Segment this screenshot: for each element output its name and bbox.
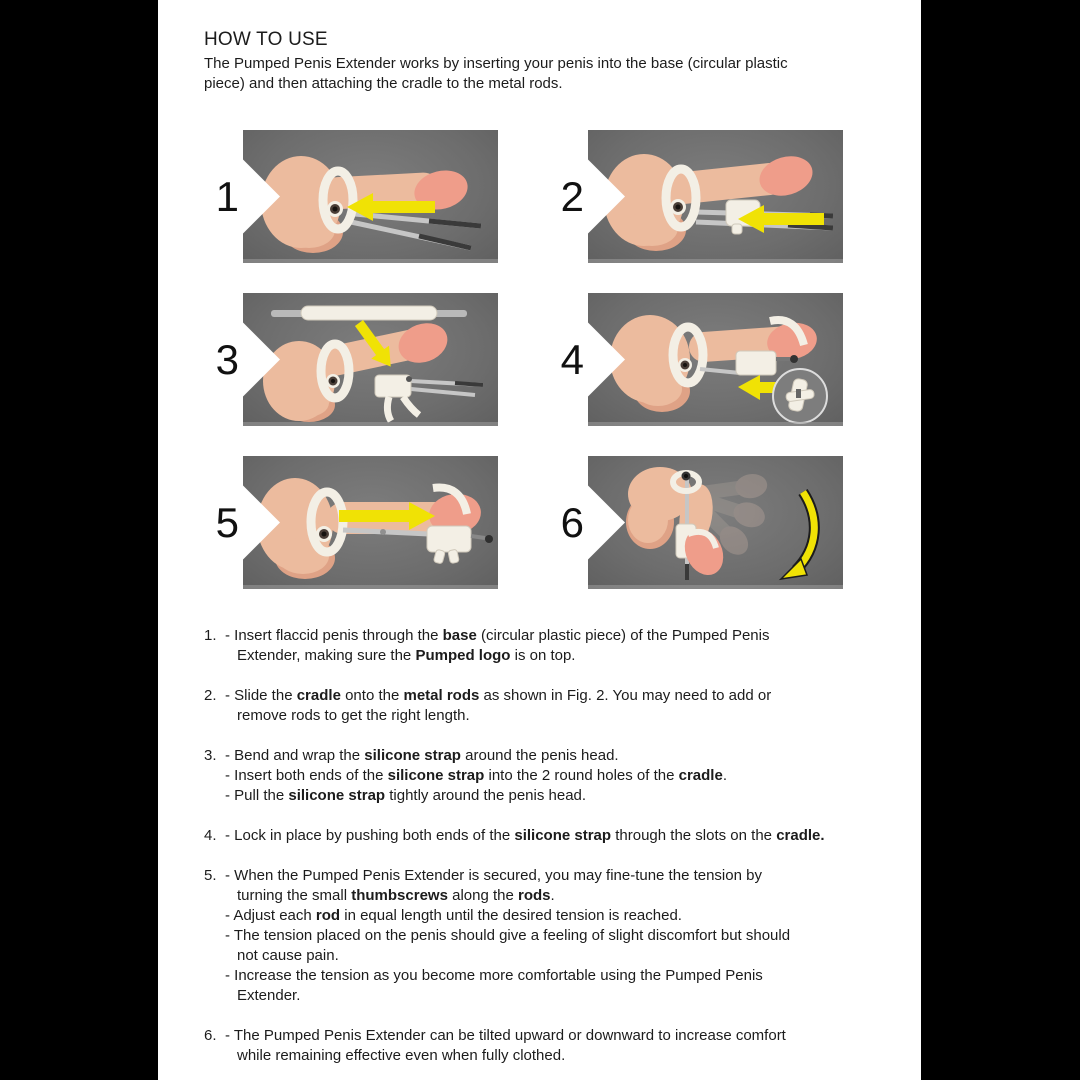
figure-3-illustration — [243, 293, 498, 426]
instruction-number: 4. — [204, 827, 217, 844]
page-title: HOW TO USE — [204, 29, 328, 50]
figure-3-number: 3 — [215, 335, 239, 383]
instruction-item — [204, 826, 904, 846]
instruction-line: Extender, making sure the Pumped logo is on top. — [237, 647, 576, 664]
instruction-line: - Adjust each rod in equal length until the desired tension is reached. — [225, 907, 682, 924]
instruction-item — [204, 686, 904, 726]
figure-5-photo — [243, 456, 498, 589]
instruction-item — [204, 1026, 904, 1066]
header — [204, 28, 904, 94]
instruction-number: 5. — [204, 867, 217, 884]
figure-2-photo — [588, 130, 843, 263]
metal-rod — [700, 369, 740, 373]
instruction-line: - Increase the tension as you become more comfortable using the Pumped Penis — [225, 967, 763, 984]
instruction-line: - The tension placed on the penis should give a feeling of slight discomfort but should — [225, 927, 791, 944]
instruction-line: - Bend and wrap the silicone strap around the penis head. — [225, 747, 619, 764]
instruction-line: - Insert both ends of the silicone strap into the 2 round holes of the cradle. — [225, 767, 727, 784]
instruction-number: 3. — [204, 747, 217, 764]
figure-4-illustration — [588, 293, 843, 426]
figure-4 — [560, 293, 843, 426]
instruction-line: Extender. — [237, 987, 301, 1004]
figure-4-number: 4 — [560, 335, 584, 383]
instruction-item — [204, 866, 904, 1006]
instruction-line: - Lock in place by pushing both ends of the silicone strap through the slots on the cradle. — [225, 827, 825, 844]
figure-1-photo — [243, 130, 498, 263]
figure-1-number: 1 — [215, 172, 239, 220]
figure-6 — [560, 456, 843, 589]
figure-2-number: 2 — [560, 172, 584, 220]
figure-2-illustration — [588, 130, 843, 263]
instruction-line: remove rods to get the right length. — [237, 707, 470, 724]
figure-5-illustration — [243, 456, 498, 589]
figure-1-illustration — [243, 130, 498, 263]
figure-5 — [215, 456, 498, 589]
instruction-item — [204, 746, 904, 806]
instruction-line: not cause pain. — [237, 947, 339, 964]
silicone-strap — [271, 306, 467, 320]
instruction-item — [204, 626, 904, 666]
instruction-line: - When the Pumped Penis Extender is secured, you may fine-tune the tension by — [225, 867, 762, 884]
figure-1 — [215, 130, 498, 263]
figure-4-photo — [588, 293, 843, 426]
inset-magnifier — [773, 369, 827, 423]
instruction-line: - Insert flaccid penis through the base (circular plastic piece) of the Pumped Penis — [225, 627, 770, 644]
figure-3-photo — [243, 293, 498, 426]
instruction-number: 6. — [204, 1027, 217, 1044]
instruction-line: turning the small thumbscrews along the rods. — [237, 887, 555, 904]
figure-6-illustration — [588, 456, 843, 589]
figure-2 — [560, 130, 843, 263]
figure-grid — [215, 130, 843, 589]
instruction-number: 2. — [204, 687, 217, 704]
metal-rods — [411, 381, 483, 395]
figure-6-number: 6 — [560, 498, 584, 546]
intro-line: piece) and then attaching the cradle to the metal rods. — [204, 75, 563, 92]
instruction-line: while remaining effective even when fully clothed. — [237, 1047, 566, 1064]
instruction-line: - Slide the cradle onto the metal rods as shown in Fig. 2. You may need to add or — [225, 687, 772, 704]
figure-3 — [215, 293, 498, 426]
figure-5-number: 5 — [215, 498, 239, 546]
instruction-line: - The Pumped Penis Extender can be tilted upward or downward to increase comfort — [225, 1027, 786, 1044]
curved-yellow-arrow-icon — [781, 492, 814, 579]
intro-paragraph — [204, 54, 904, 94]
instruction-line: - Pull the silicone strap tightly around the penis head. — [225, 787, 587, 804]
intro-line: The Pumped Penis Extender works by inserting your penis into the base (circular plastic — [204, 55, 788, 72]
manual-page — [158, 0, 921, 1080]
cradle — [427, 526, 493, 564]
instruction-list — [204, 626, 904, 1080]
instruction-number: 1. — [204, 627, 217, 644]
figure-6-photo — [588, 456, 843, 589]
